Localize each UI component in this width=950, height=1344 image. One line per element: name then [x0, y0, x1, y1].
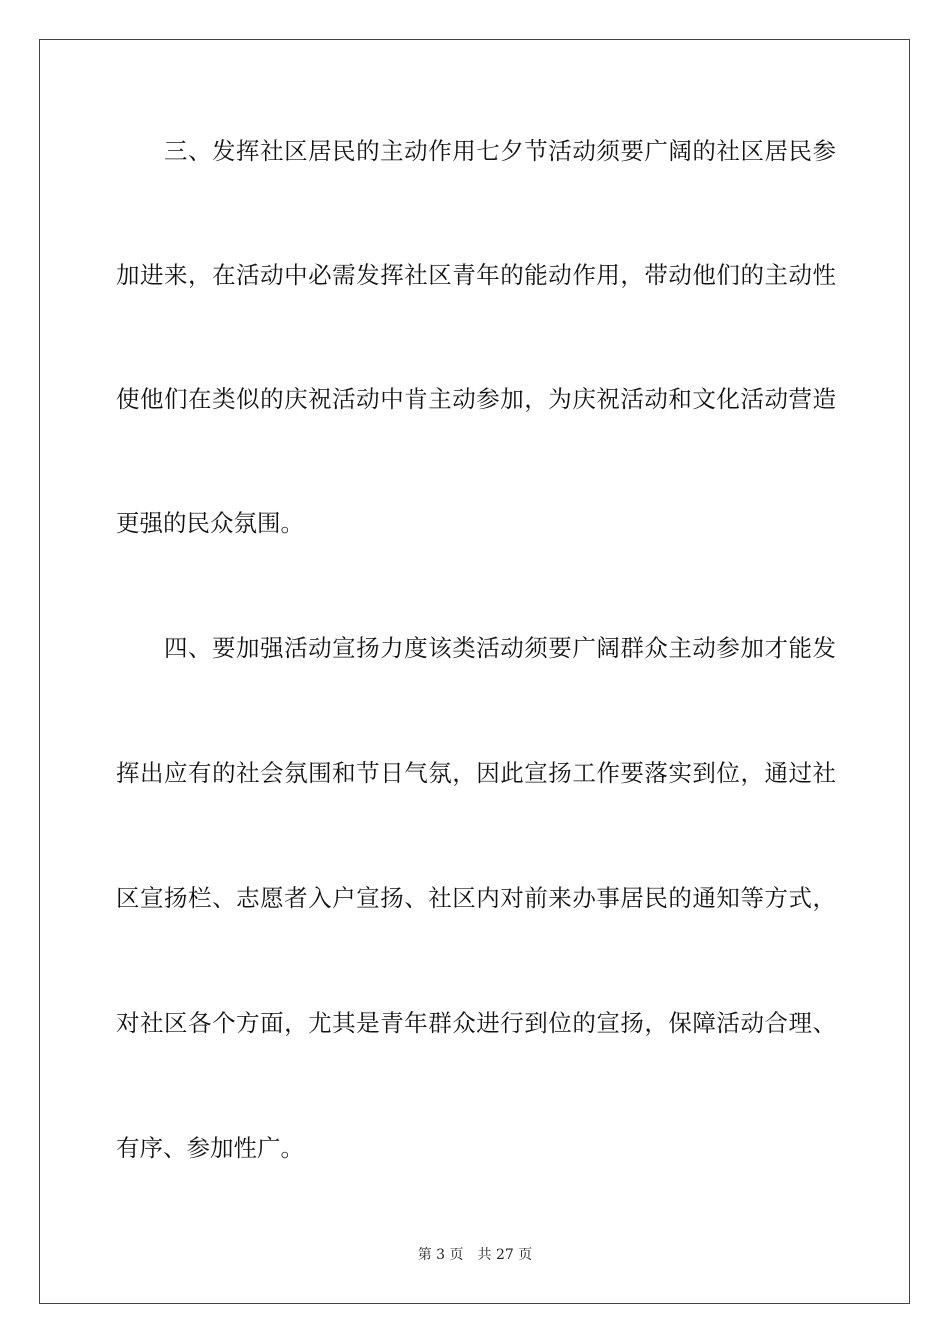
paragraph-line: 更强的民众氛围。: [116, 509, 304, 537]
paragraph-line: 四、要加强活动宣扬力度该类活动须要广阔群众主动参加才能发: [164, 634, 836, 662]
page-border: [39, 39, 910, 1304]
page-number: 第 3 页: [417, 1247, 464, 1263]
page-footer: [0, 1246, 950, 1264]
paragraph-line: 区宣扬栏、志愿者入户宣扬、社区内对前来办事居民的通知等方式，: [116, 884, 836, 912]
paragraph-line: 对社区各个方面，尤其是青年群众进行到位的宣扬，保障活动合理、: [116, 1009, 836, 1037]
paragraph-line: 挥出应有的社会氛围和节日气氛，因此宣扬工作要落实到位，通过社: [116, 759, 836, 787]
paragraph-line: 有序、参加性广。: [116, 1134, 304, 1162]
paragraph-line: 加进来，在活动中必需发挥社区青年的能动作用，带动他们的主动性: [116, 261, 836, 289]
paragraph-line: 三、发挥社区居民的主动作用七夕节活动须要广阔的社区居民参: [164, 137, 836, 165]
page-total: 共 27 页: [477, 1247, 533, 1263]
paragraph-line: 使他们在类似的庆祝活动中肯主动参加，为庆祝活动和文化活动营造: [116, 385, 836, 413]
